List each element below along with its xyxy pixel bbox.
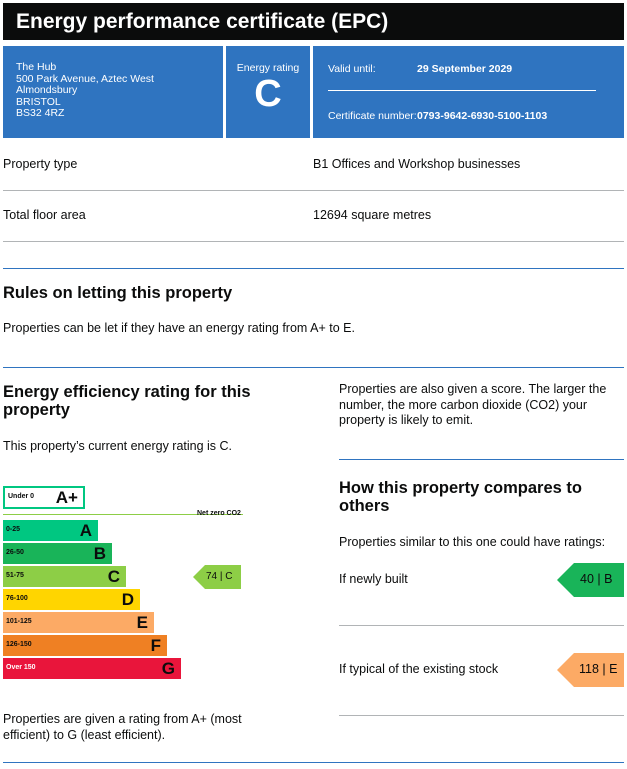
rating-band-range: 26-50 xyxy=(6,549,24,556)
rating-band-letter: A xyxy=(79,521,92,540)
existing-stock-score: 118 xyxy=(579,662,599,676)
address-line: The Hub xyxy=(16,61,57,73)
validity-block xyxy=(313,46,624,138)
efficiency-footer-line: efficient) to G (least efficient). xyxy=(3,728,166,742)
divider xyxy=(339,625,624,626)
floor-area-label: Total floor area xyxy=(3,208,86,222)
newly-built-rating xyxy=(580,572,612,586)
section-divider xyxy=(3,268,624,269)
existing-stock-rating xyxy=(579,662,617,676)
efficiency-footer xyxy=(3,711,242,743)
current-rating-text: This property’s current energy rating is C. xyxy=(3,439,233,453)
rating-band-range: 101-125 xyxy=(6,618,32,625)
rating-band-letter: F xyxy=(150,636,161,655)
property-type-label: Property type xyxy=(3,157,78,171)
efficiency-heading xyxy=(3,383,251,419)
existing-stock-label: If typical of the existing stock xyxy=(339,662,499,676)
valid-until-value: 29 September 2029 xyxy=(417,63,513,75)
energy-rating-block xyxy=(226,46,310,138)
rating-band-letter: B xyxy=(93,544,106,563)
score-text-line: property is likely to emit. xyxy=(339,413,474,427)
comparison-heading xyxy=(339,479,582,515)
address-line: Almondsbury xyxy=(16,84,78,96)
rating-band-letter: A+ xyxy=(55,488,78,507)
page-title: Energy performance certificate (EPC) xyxy=(3,3,624,40)
rating-band-range: 51-75 xyxy=(6,572,24,579)
rating-band-f xyxy=(3,635,167,656)
floor-area-value: 12694 square metres xyxy=(313,208,432,222)
rating-band-letter: C xyxy=(107,567,120,586)
efficiency-heading-line: property xyxy=(3,401,70,419)
section-divider xyxy=(3,367,624,368)
divider xyxy=(3,190,624,191)
newly-built-label: If newly built xyxy=(339,572,408,586)
separator: | xyxy=(217,571,226,582)
rating-band-g xyxy=(3,658,181,679)
current-rating-score-text xyxy=(206,571,233,582)
existing-stock-letter: E xyxy=(609,662,618,676)
rating-band-range: Under 0 xyxy=(8,493,35,500)
separator: | xyxy=(598,662,610,676)
rating-band-letter: E xyxy=(136,613,148,632)
efficiency-heading-line: Energy efficiency rating for this xyxy=(3,383,251,401)
comparison-intro: Properties similar to this one could have ratings: xyxy=(339,535,606,549)
net-zero-label: Net zero CO2 xyxy=(197,510,241,517)
energy-rating-letter: C xyxy=(254,73,282,115)
score-text-line: Properties are also given a score. The larger the xyxy=(339,382,607,396)
divider xyxy=(3,241,624,242)
rating-band-a xyxy=(3,520,98,541)
rating-band-range: Over 150 xyxy=(6,664,36,671)
rating-band-e xyxy=(3,612,154,633)
rating-band-range: 76-100 xyxy=(6,595,28,602)
current-rating-score: 74 xyxy=(206,571,218,582)
comparison-heading-line: How this property compares to xyxy=(339,479,582,497)
comparison-heading-line: others xyxy=(339,497,390,515)
certificate-number-value: 0793-9642-6930-5100-1103 xyxy=(417,110,548,122)
rating-band-a-plus xyxy=(3,486,85,509)
newly-built-letter: B xyxy=(604,572,613,586)
certificate-number-label: Certificate number: xyxy=(328,110,417,122)
rules-heading: Rules on letting this property xyxy=(3,284,233,302)
address-line: BS32 4RZ xyxy=(16,107,65,119)
efficiency-footer-line: Properties are given a rating from A+ (most xyxy=(3,712,242,726)
current-rating-letter: C xyxy=(225,571,233,582)
rating-band-letter: D xyxy=(121,590,134,609)
rating-band-c xyxy=(3,566,126,587)
divider xyxy=(339,715,624,716)
rating-band-range: 126-150 xyxy=(6,641,32,648)
rating-band-letter: G xyxy=(161,659,175,678)
address-block xyxy=(3,46,223,138)
address-line: 500 Park Avenue, Aztec West xyxy=(16,72,154,85)
rating-band-b xyxy=(3,543,112,564)
rules-text: Properties can be let if they have an energy rating from A+ to E. xyxy=(3,321,355,335)
rating-band-d xyxy=(3,589,140,610)
section-divider xyxy=(3,762,624,763)
energy-rating-label: Energy rating xyxy=(236,62,300,74)
address-line: BRISTOL xyxy=(16,95,61,108)
property-type-value: B1 Offices and Workshop businesses xyxy=(313,157,521,171)
rating-band-range: 0-25 xyxy=(6,526,21,533)
score-text xyxy=(339,382,606,429)
separator: | xyxy=(593,572,605,586)
newly-built-score: 40 xyxy=(580,572,594,586)
valid-until-label: Valid until: xyxy=(328,63,376,75)
section-divider xyxy=(339,459,624,460)
score-text-line: number, the more carbon dioxide (CO2) your xyxy=(339,397,588,412)
divider xyxy=(328,90,596,91)
